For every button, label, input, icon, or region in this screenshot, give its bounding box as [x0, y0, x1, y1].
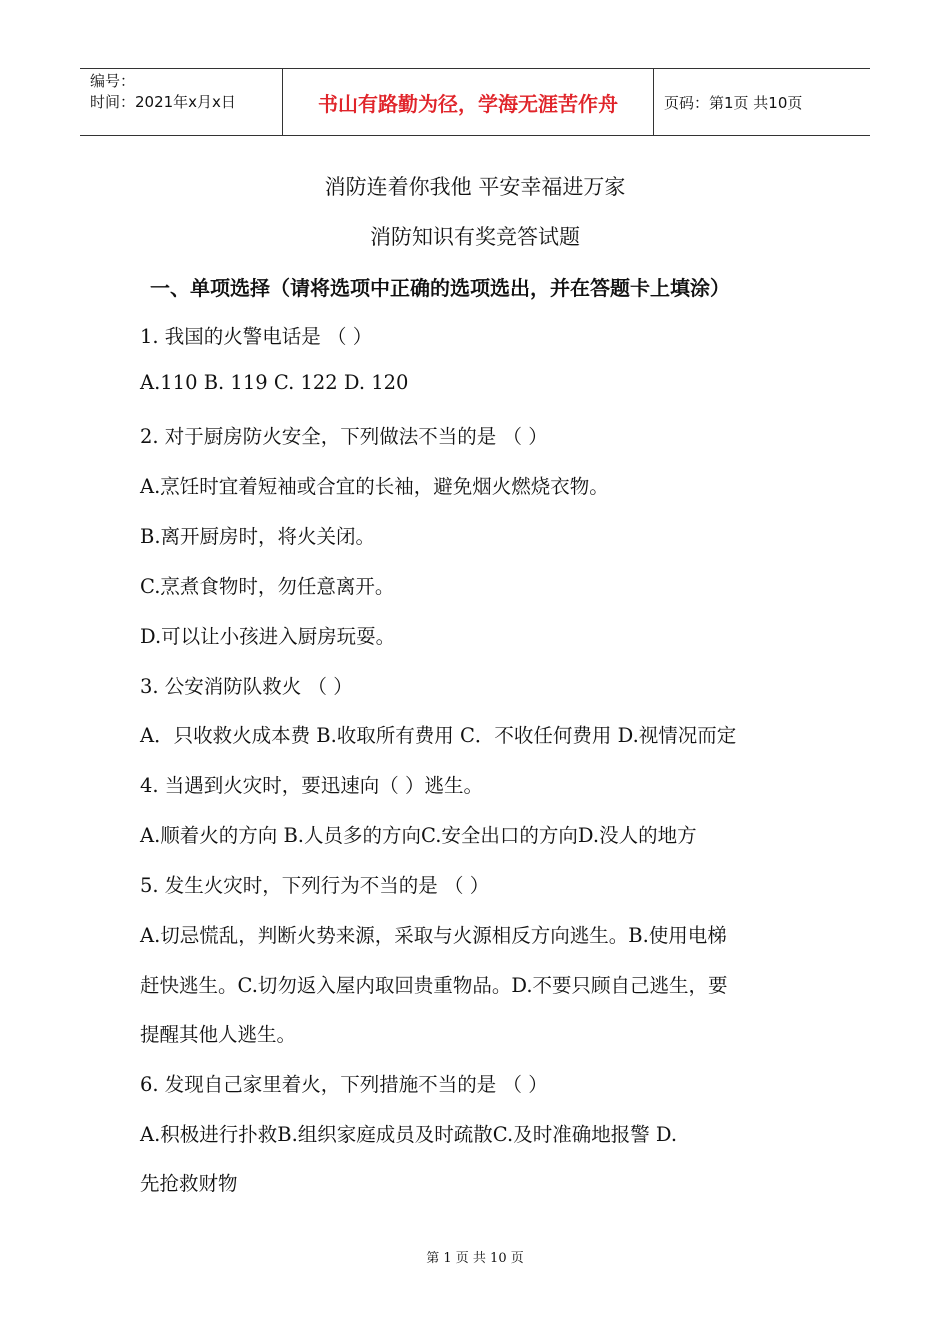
- option-line: D.可以让小孩进入厨房玩耍。: [140, 625, 396, 648]
- option-line: A.顺着火的方向 B.人员多的方向C.安全出口的方向D.没人的地方: [140, 824, 697, 847]
- option-line: B.离开厨房时，将火关闭。: [140, 525, 376, 548]
- option-line: A.110 B. 119 C. 122 D. 120: [140, 371, 409, 394]
- header-meta: [80, 69, 282, 135]
- question-line: 2. 对于厨房防火安全，下列做法不当的是 （ ）: [140, 425, 548, 448]
- section-heading: 一、单项选择（请将选项中正确的选项选出，并在答题卡上填涂）: [150, 276, 730, 300]
- option-line: A.积极进行扑救B.组织家庭成员及时疏散C.及时准确地报警 D.: [140, 1123, 678, 1146]
- question-line: 3. 公安消防队救火 （ ）: [140, 675, 353, 698]
- number-label: 编号：: [90, 72, 136, 90]
- header-motto: 书山有路勤为径，学海无涯苦作舟: [282, 69, 654, 135]
- question-line: 4. 当遇到火灾时，要迅速向（ ）逃生。: [140, 774, 484, 797]
- option-line: 赶快逃生。C.切勿返入屋内取回贵重物品。D.不要只顾自己逃生，要: [140, 974, 728, 997]
- question-line: 5. 发生火灾时，下列行为不当的是 （ ）: [140, 874, 490, 897]
- option-line: A.烹饪时宜着短袖或合宜的长袖，避免烟火燃烧衣物。: [140, 475, 609, 498]
- document-title: 消防连着你我他 平安幸福进万家: [324, 175, 626, 199]
- option-line: A．只收救火成本费 B.收取所有费用 C．不收任何费用 D.视情况而定: [140, 724, 737, 747]
- option-line: 先抢救财物: [140, 1172, 238, 1195]
- date-label: 时间：2021年x月x日: [90, 93, 236, 111]
- document-subtitle: 消防知识有奖竞答试题: [370, 225, 580, 249]
- page-header: [80, 68, 870, 136]
- question-line: 1. 我国的火警电话是 （ ）: [140, 325, 373, 348]
- header-page-info: 页码：第1页 共10页: [664, 93, 803, 112]
- page-footer: 第 1 页 共 10 页: [426, 1251, 524, 1266]
- option-line: A.切忌慌乱，判断火势来源，采取与火源相反方向逃生。B.使用电梯: [140, 924, 727, 947]
- question-line: 6. 发现自己家里着火，下列措施不当的是 （ ）: [140, 1073, 548, 1096]
- option-line: 提醒其他人逃生。: [140, 1023, 297, 1046]
- option-line: C.烹煮食物时，勿任意离开。: [140, 575, 395, 598]
